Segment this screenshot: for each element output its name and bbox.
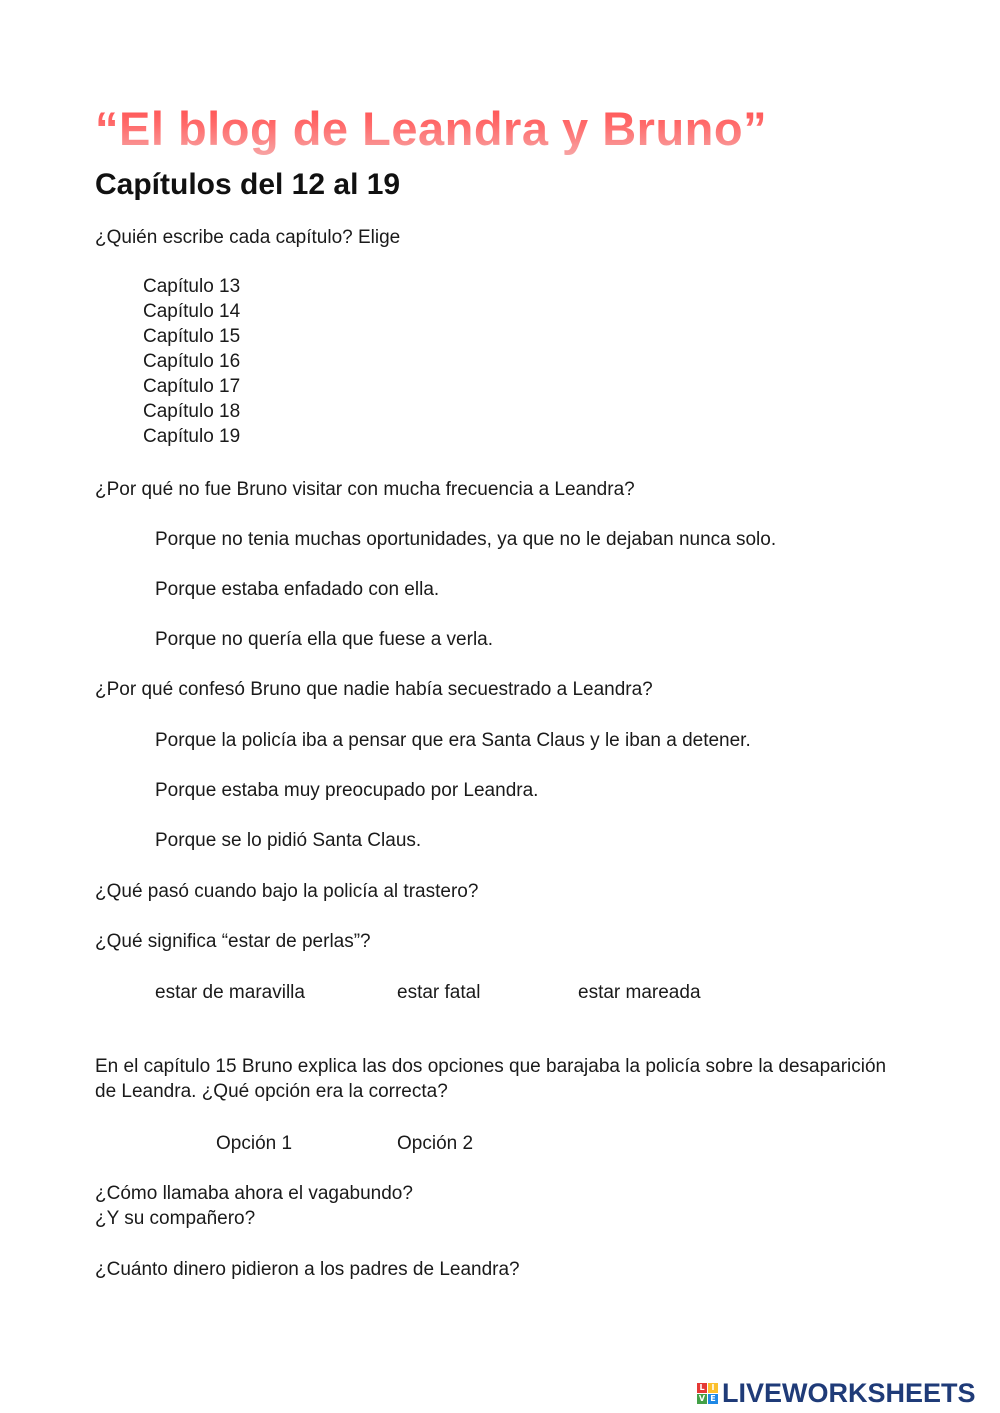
answer-option[interactable]: Porque se lo pidió Santa Claus. [155,830,422,851]
answer-option[interactable]: Opción 2 [397,1133,474,1154]
chapter-item: Capítulo 19 [143,426,241,447]
chapter-list [143,274,240,449]
logo-tile: E [708,1394,718,1404]
answer-option[interactable]: estar de maravilla [155,982,305,1003]
chapter-item: Capítulo 17 [143,376,241,397]
chapter-item: Capítulo 14 [143,301,241,322]
answer-option[interactable]: Porque estaba muy preocupado por Leandra. [155,780,539,801]
answer-option[interactable]: estar fatal [397,982,481,1003]
answer-option[interactable]: estar mareada [578,982,701,1003]
chapter-item: Capítulo 13 [143,276,241,297]
question-companion-name: ¿Y su compañero? [95,1208,256,1229]
question-police-options: En el capítulo 15 Bruno explica las dos opciones que barajaba la policía sobre la desaparición de Leandra. ¿Qué opción era la correcta? [95,1056,887,1102]
worksheet-subtitle: Capítulos del 12 al 19 [95,168,401,201]
worksheet-title: “El blog de Leandra y Bruno” [95,100,767,158]
question-vagabond-name: ¿Cómo llamaba ahora el vagabundo? [95,1183,413,1204]
question-estar-de-perlas: ¿Qué significa “estar de perlas”? [95,931,371,952]
chapter-item: Capítulo 18 [143,401,241,422]
liveworksheets-logo [697,1378,976,1409]
question-ransom-amount: ¿Cuánto dinero pidieron a los padres de Leandra? [95,1259,520,1280]
question-who-writes: ¿Quién escribe cada capítulo? Elige [95,227,401,248]
answer-option[interactable]: Porque la policía iba a pensar que era Santa Claus y le iban a detener. [155,730,751,751]
chapter-item: Capítulo 15 [143,326,241,347]
question-why-not-visit: ¿Por qué no fue Bruno visitar con mucha frecuencia a Leandra? [95,479,635,500]
answer-option[interactable]: Porque estaba enfadado con ella. [155,579,440,600]
answer-option[interactable]: Porque no tenia muchas oportunidades, ya que no le dejaban nunca solo. [155,529,777,550]
liveworksheets-logo-icon [697,1383,718,1404]
question-storage-room: ¿Qué pasó cuando bajo la policía al trastero? [95,881,479,902]
answer-option[interactable]: Porque no quería ella que fuese a verla. [155,629,494,650]
chapter-item: Capítulo 16 [143,351,241,372]
answer-option[interactable]: Opción 1 [216,1133,293,1154]
liveworksheets-logo-text: LIVEWORKSHEETS [722,1378,976,1408]
logo-tile: I [708,1383,718,1393]
logo-tile: V [698,1394,706,1403]
question-why-confess: ¿Por qué confesó Bruno que nadie había secuestrado a Leandra? [95,679,653,700]
logo-tile: L [697,1383,707,1393]
